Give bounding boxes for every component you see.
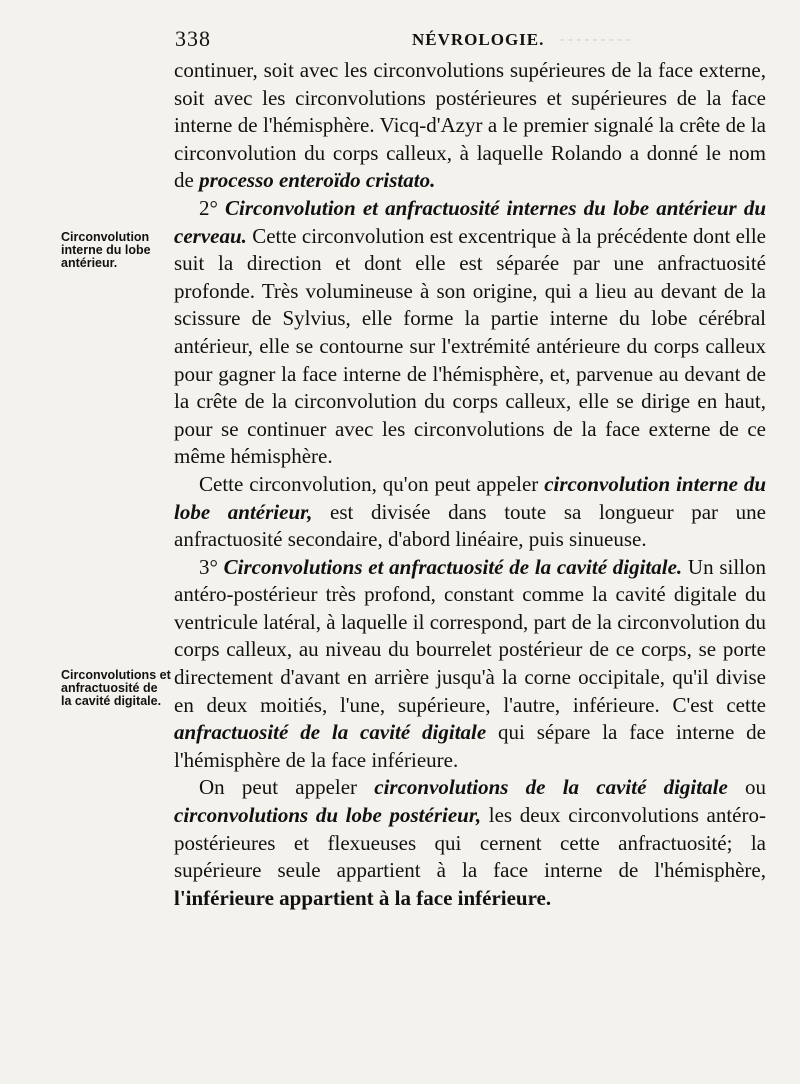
paragraph-2: 2° Circonvolution et anfractuosité internes du lobe antérieur du cerveau. Cette circonvolution est excentrique à la précédente dont elle suit la direction et dont elle est séparée par une anfractuosité profonde. Très volumineuse à son origine, qui a lieu au devant de la scissure de Sylvius, elle forme la partie interne du lobe cérébral antérieur, elle se contourne sur l'extrémité antérieure du corps calleux pour gagner la face interne de l'hémisphère, et, parvenue au devant de la crête de la circonvolution du corps calleux, elle se dirige en haut, pour se continuer avec les circonvolutions de la face externe de ce même hémisphère. (174, 195, 767, 469)
paragraph-3: Cette circonvolution, qu'on peut appeler circonvolution interne du lobe antérieur, est divisée dans toute sa longueur par une anfractuosité secondaire, d'abord linéaire, puis sinueuse. (174, 471, 767, 552)
paragraph-5: On peut appeler circonvolutions de la cavité digitale ou circonvolutions du lobe postérieur, les deux circonvolutions antéro-postérieures et flexueuses qui cernent cette anfractuosité; la supérieure seule appartient à la face interne de l'hémisphère, l'inférieure appartient à la face inférieure. (174, 775, 766, 910)
page-number: 338 (175, 26, 211, 51)
body-text (174, 57, 766, 912)
paragraph-1: continuer, soit avec les circonvolutions supérieures de la face externe, soit avec les circonvolutions postérieures et supérieures de la face interne de l'hémisphère. Vicq-d'Azyr a le premier signalé la crête de la circonvolution du corps calleux, à laquelle Rolando a donné le nom de processo enteroïdo cristato. (174, 58, 766, 193)
running-title: NÉVROLOGIE. (412, 30, 545, 49)
bleed-through-text: - - - - - - - - - (560, 32, 630, 47)
margin-note-interne-lobe-anterieur: Circonvolution interne du lobe antérieur. (61, 230, 151, 270)
margin-note-cavite-digitale: Circonvolutions et anfractuosité de la cavité digitale. (61, 668, 171, 708)
paragraph-4: 3° Circonvolutions et anfractuosité de la cavité digitale. Un sillon antéro-postérieur très profond, constant comme la cavité digitale du ventricule latéral, à laquelle il correspond, part de la circonvolution du corps calleux, au niveau du bourrelet postérieur de ce corps, se porte directement d'avant en arrière jusqu'à la corne occipitale, qu'il divise en deux moitiés, l'une, supérieure, l'autre, inférieure. C'est cette anfractuosité de la cavité digitale qui sépare la face interne de l'hémisphère de la face inférieure. (174, 554, 767, 772)
page-header (0, 22, 800, 52)
